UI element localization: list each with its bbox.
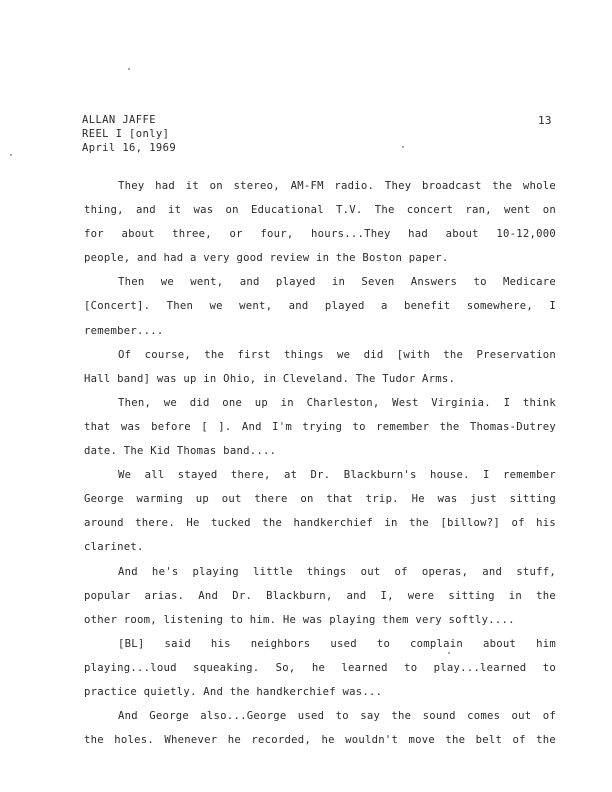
transcript-line: Then we went, and played in Seven Answers to Medicare — [118, 276, 556, 289]
transcript-line: around there. He tucked the handkerchief in the [billow?] of his — [84, 517, 556, 530]
transcript-line: remember.... — [84, 324, 164, 337]
interviewee-name: ALLAN JAFFE — [82, 114, 156, 126]
page-number: 13 — [538, 114, 552, 127]
transcript-line: practice quietly. And the handkerchief was... — [84, 685, 383, 698]
scan-speck — [10, 154, 12, 156]
scan-speck — [448, 652, 450, 654]
transcript-line: George warming up out there on that trip. He was just sitting — [84, 493, 556, 506]
transcript-line: And he's playing little things out of operas, and stuff, — [118, 565, 556, 578]
transcript-line: the holes. Whenever he recorded, he wouldn't move the belt of the — [84, 734, 556, 747]
transcript-line: thing, and it was on Educational T.V. The concert ran, went on — [84, 204, 556, 217]
transcript-line: Of course, the first things we did [with the Preservation — [118, 348, 556, 361]
transcript-line: They had it on stereo, AM-FM radio. They broadcast the whole — [118, 180, 556, 192]
transcript-line: We all stayed there, at Dr. Blackburn's house. I remember — [118, 469, 556, 482]
transcript-line: Hall band] was up in Ohio, in Cleveland. The Tudor Arms. — [84, 372, 456, 385]
transcript-line: Then, we did one up in Charleston, West Virginia. I think — [118, 396, 556, 409]
transcript-line: popular arias. And Dr. Blackburn, and I, were sitting in the — [84, 589, 556, 602]
transcript-line: clarinet. — [84, 541, 144, 554]
document-header — [82, 113, 176, 155]
interview-date: April 16, 1969 — [82, 142, 177, 154]
transcript-line: playing...loud squeaking. So, he learned to play...learned to — [84, 661, 556, 674]
scan-speck — [128, 68, 130, 70]
transcript-line: date. The Kid Thomas band.... — [84, 445, 277, 458]
transcript-line: other room, listening to him. He was playing them very softly.... — [84, 613, 515, 626]
transcript-line: people, and had a very good review in the Boston paper. — [84, 252, 449, 265]
transcript-line: And George also...George used to say the sound comes out of — [118, 710, 556, 723]
transcript-line: for about three, or four, hours...They had about 10-12,000 — [84, 228, 556, 241]
transcript-line: [Concert]. Then we went, and played a benefit somewhere, I — [84, 300, 556, 313]
transcript-line: [BL] said his neighbors used to complain about him — [118, 637, 556, 650]
scan-speck — [402, 146, 404, 148]
transcript-line: that was before [ ]. And I'm trying to remember the Thomas-Dutrey — [84, 420, 556, 433]
transcript-body — [84, 174, 556, 752]
reel-label: REEL I [only] — [82, 128, 170, 140]
